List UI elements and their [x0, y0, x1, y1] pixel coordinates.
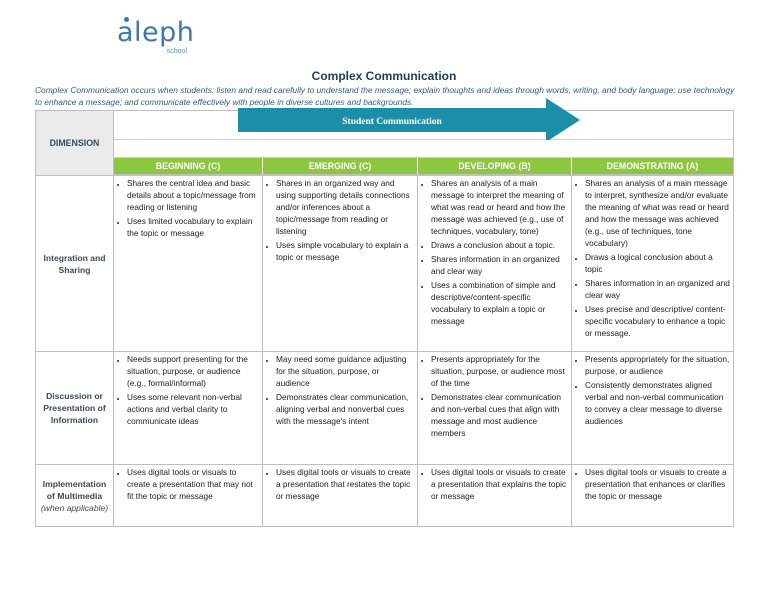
logo-subtext: school [166, 48, 187, 55]
criterion-item: • Uses digital tools or visuals to create a presentation that restates the topic or message [276, 466, 414, 502]
criterion-item: • Uses a combination of simple and descriptive/content-specific vocabulary to explain a topic or message [431, 279, 568, 327]
row-label [36, 465, 114, 526]
rubric-cell-beginning [114, 352, 263, 464]
criterion-item: • Needs support presenting for the situation, purpose, or audience (e.g., formal/informal) [127, 353, 259, 389]
row-label [36, 176, 114, 351]
row-label-text: Integration and Sharing [43, 252, 106, 275]
criterion-item: • Shares information in an organized and clear way [431, 253, 568, 277]
aleph-school-logo [117, 18, 193, 54]
criterion-item: • Uses limited vocabulary to explain the topic or message [127, 215, 259, 239]
level-emerging: EMERGING (C) [263, 158, 418, 174]
rubric-cell-developing [418, 176, 572, 351]
rubric-row-multimedia [36, 464, 733, 526]
rubric-cell-developing [418, 352, 572, 464]
criterion-item: • Uses precise and descriptive/ content-specific vocabulary to enhance a topic or message. [585, 303, 730, 339]
criterion-item: • Presents appropriately for the situation, purpose, or audience [585, 353, 730, 377]
criterion-item: • Uses digital tools or visuals to create a presentation that enhances or clarifies the topic or message [585, 466, 730, 502]
row-label-text: Discussion or Presentation of Information [43, 391, 106, 425]
rubric-cell-demonstrating [572, 465, 733, 526]
rubric-cell-emerging [263, 465, 418, 526]
page-title: Complex Communication [311, 69, 457, 83]
band-label: Student Communication [342, 117, 442, 127]
criterion-item: • Uses digital tools or visuals to create a presentation that may not fit the topic or message [127, 466, 259, 502]
rubric-cell-demonstrating [572, 352, 733, 464]
row-label [36, 352, 114, 464]
criterion-item: • Consistently demonstrates aligned verbal and non-verbal communication to convey a clear message to diverse audiences [585, 379, 730, 427]
rubric-cell-beginning [114, 465, 263, 526]
criterion-item: • Demonstrates clear communication, aligning verbal and nonverbal cues with the message's intent [276, 391, 414, 427]
criterion-item: • Shares an analysis of a main message to interpret the meaning of what was read or heard and how the message was achieved (e.g., use of techniques, vocabulary, tone) [431, 177, 568, 237]
dimension-header: DIMENSION [36, 111, 114, 175]
criterion-item: • Draws a conclusion about a topic. [431, 239, 568, 251]
rubric-cell-emerging [263, 176, 418, 351]
criterion-item: • Draws a logical conclusion about a topic [585, 251, 730, 275]
row-label-text: Implementation of Multimedia [42, 478, 107, 501]
rubric-cell-emerging [263, 352, 418, 464]
student-communication-band [114, 111, 733, 140]
level-header-row [114, 158, 733, 175]
criterion-item: • May need some guidance adjusting for the situation, purpose, or audience [276, 353, 414, 389]
criterion-item: • Shares information in an organized and clear way [585, 277, 730, 301]
rubric-cell-developing [418, 465, 572, 526]
row-label-note: (when applicable) [40, 502, 109, 513]
level-demonstrating: DEMONSTRATING (A) [572, 158, 733, 174]
rubric-row-integration [36, 175, 733, 351]
criterion-item: • Shares an analysis of a main message to interpret, synthesize and/or evaluate the meaning of what was read or heard and how the message was achieved (e.g., use of techniques, tone vocabulary) [585, 177, 730, 249]
criterion-item: • Demonstrates clear communication and non-verbal cues that align with message and most audience members [431, 391, 568, 439]
rubric-cell-demonstrating [572, 176, 733, 351]
level-developing: DEVELOPING (B) [418, 158, 572, 174]
criterion-item: • Presents appropriately for the situation, purpose, or audience most of the time [431, 353, 568, 389]
level-beginning: BEGINNING (C) [114, 158, 263, 174]
criterion-item: • Shares the central idea and basic details about a topic/message from reading or listening [127, 177, 259, 213]
criterion-item: • Shares in an organized way and using supporting details connections and/or inferences about a topic/message from reading or listening [276, 177, 414, 237]
logo-wordmark: aleph [117, 17, 195, 48]
criterion-item: • Uses simple vocabulary to explain a topic or message [276, 239, 414, 263]
intro-text: Complex Communication occurs when students: listen and read carefully to understand the message; explain thoughts and ideas through words, writing, and body language; use technology to enhance a message; and communicate effectively with people in diverse cultures and backgrounds. [35, 85, 735, 107]
header-spacer [114, 140, 733, 158]
criterion-item: • Uses digital tools or visuals to create a presentation that explains the topic or message [431, 466, 568, 502]
rubric-table [35, 110, 734, 527]
rubric-cell-beginning [114, 176, 263, 351]
criterion-item: • Uses some relevant non-verbal actions and verbal clarity to communicate ideas [127, 391, 259, 427]
rubric-row-discussion [36, 351, 733, 464]
